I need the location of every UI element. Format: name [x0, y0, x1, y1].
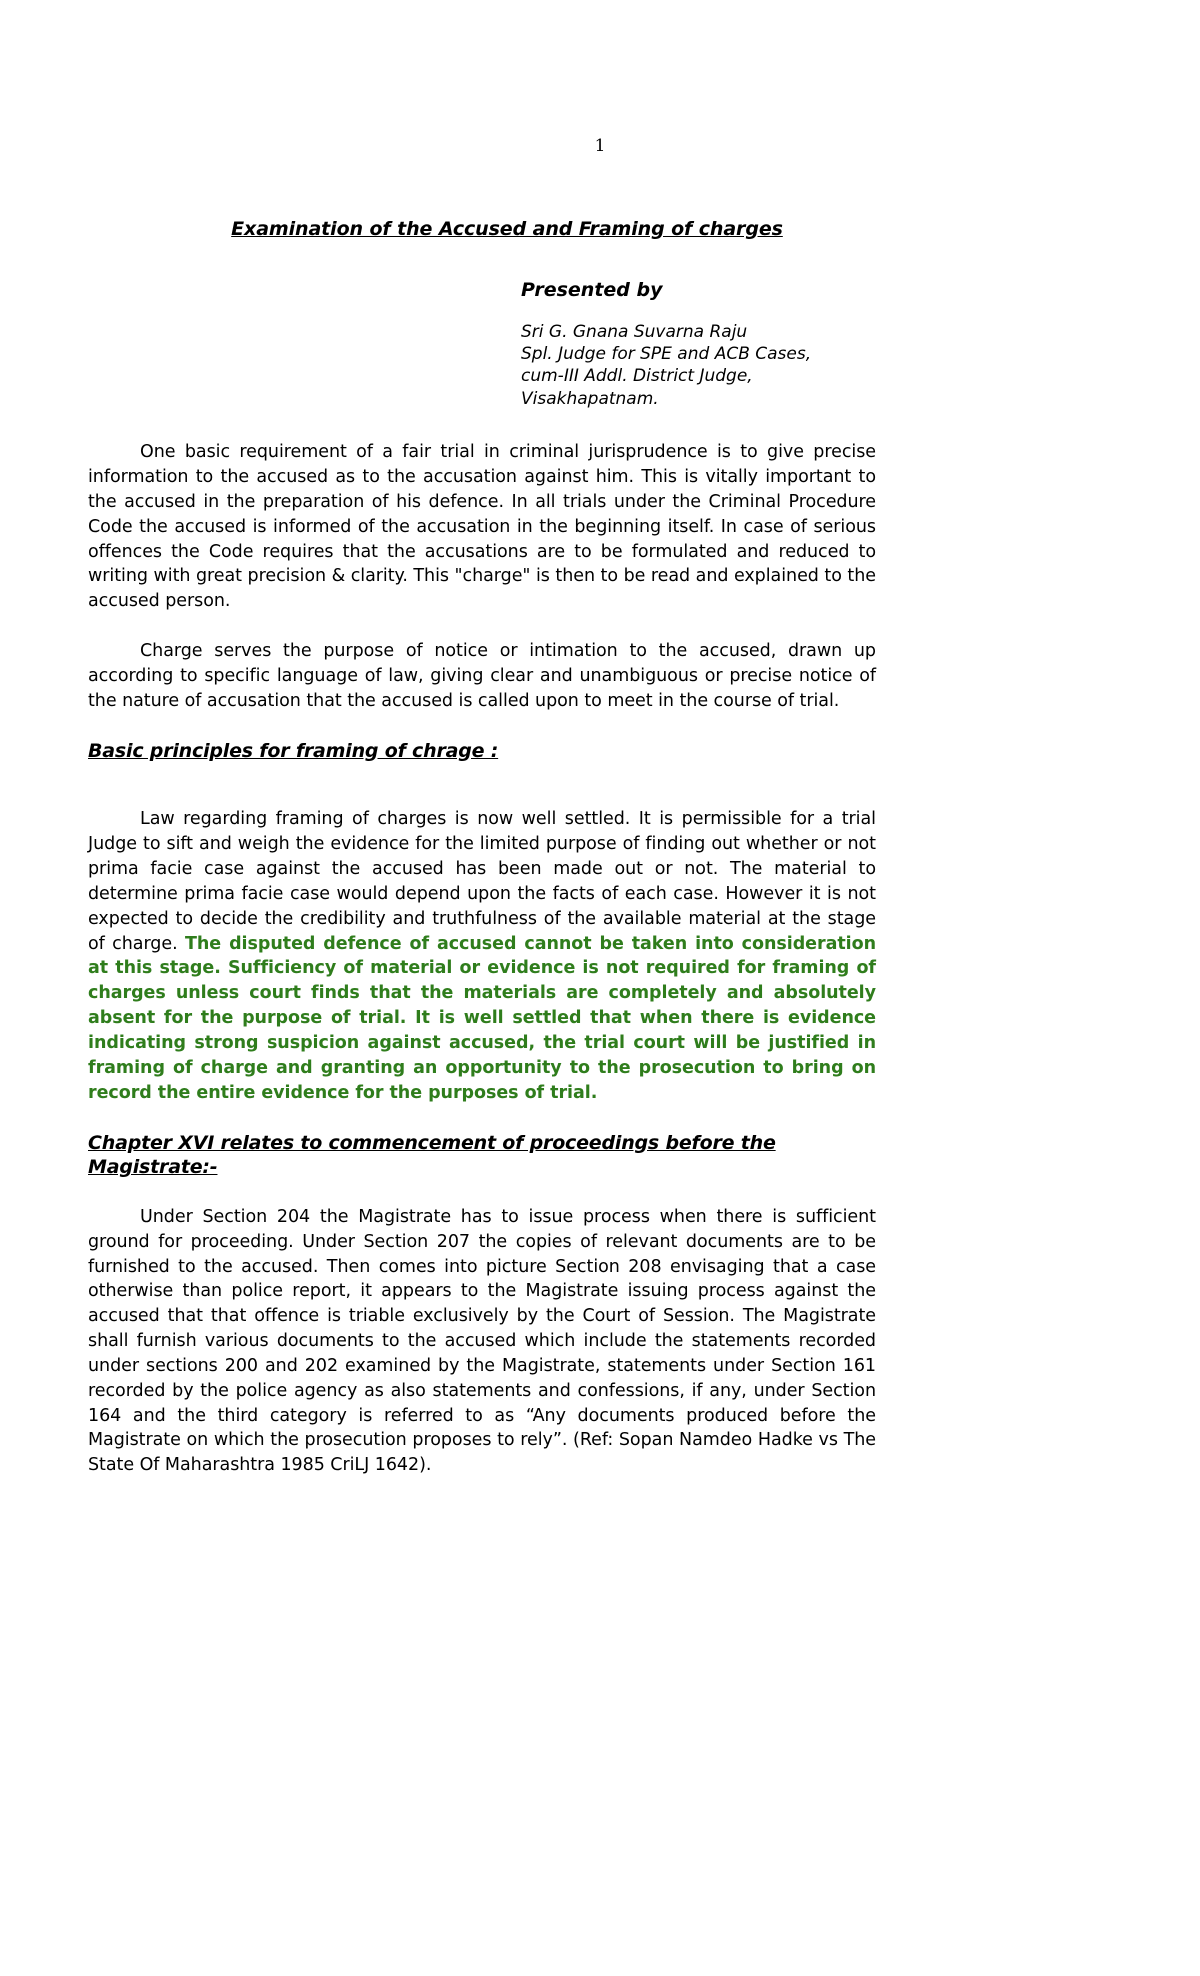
- paragraph-intro: One basic requirement of a fair trial in criminal jurisprudence is to give precise information to the accused as to the accusation against him. This is vitally important to the accused in the preparation of his defence. In all trials under the Criminal Procedure Code the accused is informed of the accusation in the beginning itself. In case of serious offences the Code requires that the accusations are to be formulated and reduced to writing with great precision & clarity. This "charge" is then to be read and explained to the accused person.: [88, 442, 876, 612]
- heading-basic-principles: Basic principles for framing of chrage :: [88, 739, 499, 762]
- author-block: [88, 321, 876, 411]
- page-number: 1: [594, 136, 606, 156]
- presented-by-label: Presented by: [521, 278, 663, 301]
- principles-plain-text: Law regarding framing of charges is now well settled. It is permissible for a trial Judge to sift and weigh the evidence for the limited purpose of finding out whether or not prima facie case against the accused has been made out or not. The material to determine prima facie case would depend upon the facts of each case. However it is not expected to decide the credibility and truthfulness of the available material at the stage of charge.: [88, 809, 876, 954]
- document-title: Examination of the Accused and Framing of charges: [231, 218, 783, 240]
- paragraph-charge-notice: Charge serves the purpose of notice or intimation to the accused, drawn up according to specific language of law, giving clear and unambiguous or precise notice of the nature of accusation that the accused is called upon to meet in the course of trial.: [88, 641, 876, 711]
- paragraph-basic-principles: [88, 807, 876, 1105]
- spacer: [88, 714, 876, 739]
- spacer: [88, 410, 876, 440]
- document-content: [88, 218, 876, 1478]
- spacer: [88, 614, 876, 639]
- author-place: Visakhapatnam.: [521, 388, 659, 409]
- author-designation-line-1: Spl. Judge for SPE and ACB Cases,: [521, 343, 812, 364]
- paragraph-chapter-xvi-body: Under Section 204 the Magistrate has to issue process when there is sufficient ground for proceeding. Under Section 207 the copies of relevant documents are to be furnished to the accused. Then comes into picture Section 208 envisaging that a case otherwise than police report, it appears to the Magistrate issuing process against the accused that that offence is triable exclusively by the Court of Session. The Magistrate shall furnish various documents to the accused which include the statements recorded under sections 200 and 202 examined by the Magistrate, statements under Section 161 recorded by the police agency as also statements and confessions, if any, under Section 164 and the third category is referred to as “Any documents produced before the Magistrate on which the prosecution proposes to rely”. (Ref: Sopan Namdeo Hadke vs The State Of Maharashtra 1985 CriLJ 1642).: [88, 1206, 876, 1476]
- author-name: Sri G. Gnana Suvarna Raju: [521, 321, 748, 342]
- spacer: [88, 1106, 876, 1131]
- author-designation-line-2: cum-III Addl. District Judge,: [521, 366, 753, 387]
- spacer: [88, 763, 876, 807]
- principles-highlighted-text: The disputed defence of accused cannot be taken into consideration at this stage. Sufficiency of material or evidence is not required for framing of charges unless court finds that the materials are completely and absolutely absent for the purpose of trial. It is well settled that when there is evidence indicating strong suspicion against accused, the trial court will be justified in framing of charge and granting an opportunity to the prosecution to bring on record the entire evidence for the purposes of trial.: [88, 933, 876, 1103]
- heading-chapter-xvi: Chapter XVI relates to commencement of proceedings before the Magistrate:-: [88, 1131, 776, 1179]
- spacer: [88, 1180, 876, 1205]
